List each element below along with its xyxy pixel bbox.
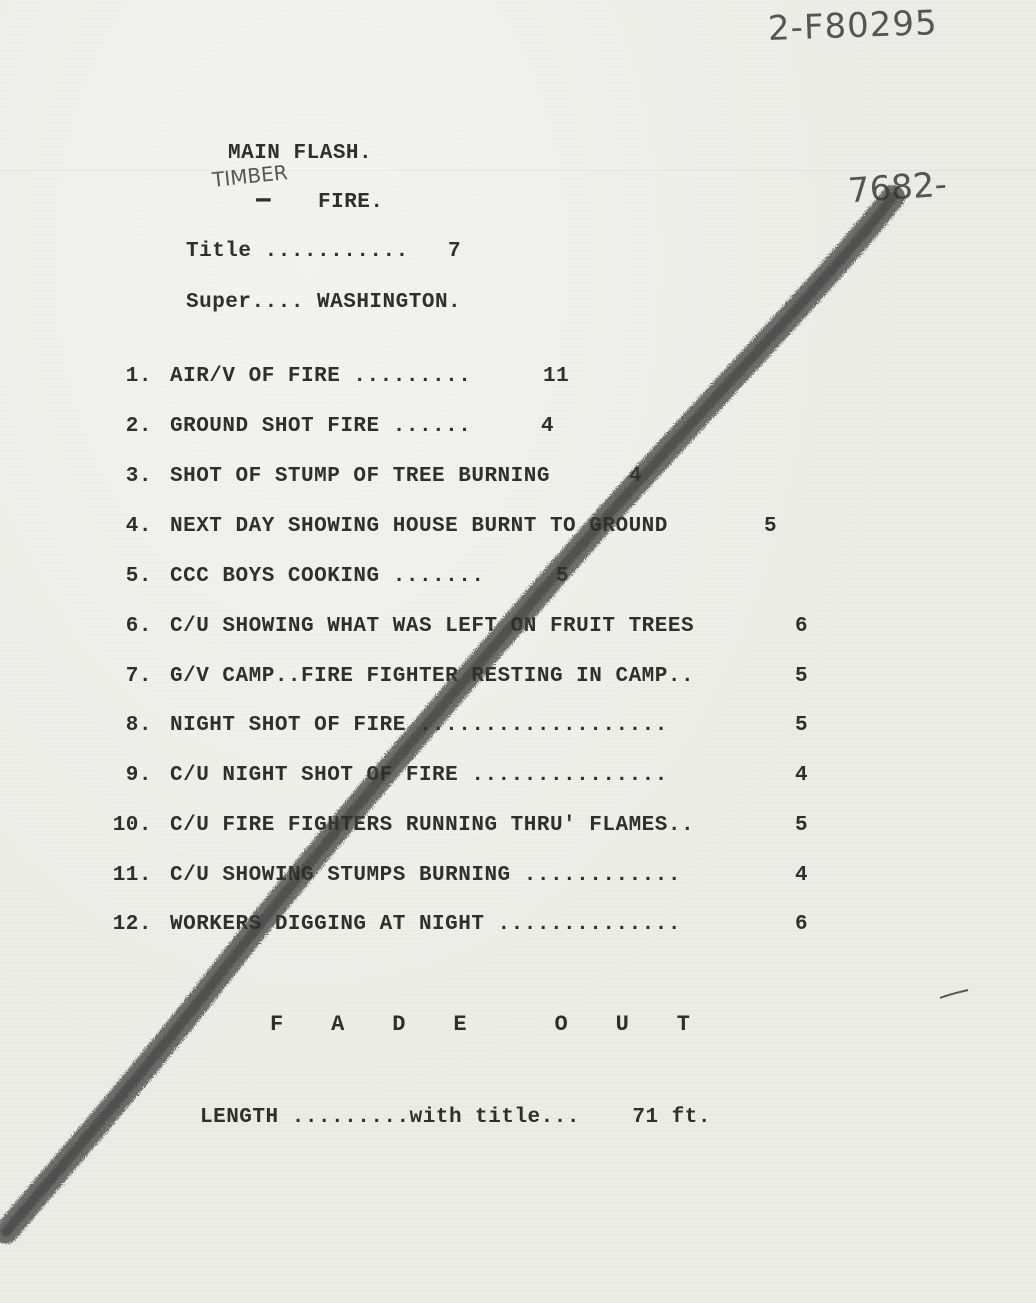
shot-footage: 5: [764, 515, 778, 538]
shot-footage: 4: [795, 764, 809, 787]
timber-insert: TIMBER: [210, 160, 289, 192]
fade-out-letter: U: [615, 1012, 629, 1037]
shot-description: NEXT DAY SHOWING HOUSE BURNT TO GROUND: [170, 515, 668, 538]
main-flash-line: MAIN FLASH.: [228, 142, 373, 165]
shot-footage: 5: [556, 565, 570, 588]
shot-footage: 5: [795, 665, 809, 688]
shot-description: SHOT OF STUMP OF TREE BURNING: [170, 465, 550, 488]
shot-number: 5.: [125, 565, 152, 588]
shot-number: 1.: [125, 365, 152, 388]
shot-description: WORKERS DIGGING AT NIGHT ..............: [170, 913, 681, 936]
struck-over-word: ▬▬: [256, 191, 269, 207]
shot-footage: 5: [795, 714, 809, 737]
shot-description: NIGHT SHOT OF FIRE ...................: [170, 714, 668, 737]
length-line: LENGTH .........with title... 71 ft.: [200, 1106, 711, 1129]
fade-out-letter: A: [331, 1012, 345, 1037]
shot-description: CCC BOYS COOKING .......: [170, 565, 485, 588]
shot-footage: 11: [543, 365, 570, 388]
fade-out-letter: E: [453, 1012, 467, 1037]
fade-out-letter: O: [554, 1012, 568, 1037]
super-line: Super.... WASHINGTON.: [186, 291, 462, 314]
title-line: Title ........... 7: [186, 240, 462, 263]
shot-number: 8.: [125, 714, 152, 737]
fade-out-letter: D: [392, 1012, 406, 1037]
shot-number: 7.: [125, 665, 152, 688]
shot-description: C/U FIRE FIGHTERS RUNNING THRU' FLAMES..: [170, 814, 695, 837]
shot-number: 2.: [125, 415, 152, 438]
fade-out-letter: F: [270, 1012, 284, 1037]
shot-description: G/V CAMP..FIRE FIGHTER RESTING IN CAMP..: [170, 665, 695, 688]
fade-out: [270, 1012, 690, 1037]
fade-out-letter: T: [676, 1012, 690, 1037]
shot-number: 12.: [112, 913, 152, 936]
shot-description: C/U NIGHT SHOT OF FIRE ...............: [170, 764, 668, 787]
side-number: 7682-: [846, 164, 949, 212]
catalog-number: 2-F80295: [767, 3, 939, 49]
shot-number: 11.: [112, 864, 152, 887]
shot-number: 9.: [125, 764, 152, 787]
shot-footage: 6: [795, 913, 809, 936]
shot-number: 10.: [112, 814, 152, 837]
fire-line: FIRE.: [318, 191, 384, 214]
shot-footage: 6: [795, 615, 809, 638]
shot-description: C/U SHOWING STUMPS BURNING ............: [170, 864, 681, 887]
shot-footage: 4: [541, 415, 555, 438]
shot-footage: 4: [795, 864, 809, 887]
shot-number: 3.: [125, 465, 152, 488]
shot-description: GROUND SHOT FIRE ......: [170, 415, 472, 438]
shot-description: AIR/V OF FIRE .........: [170, 365, 472, 388]
shot-description: C/U SHOWING WHAT WAS LEFT ON FRUIT TREES: [170, 615, 695, 638]
shot-footage: 4: [629, 465, 643, 488]
shot-footage: 5: [795, 814, 809, 837]
shot-number: 4.: [125, 515, 152, 538]
shot-number: 6.: [125, 615, 152, 638]
